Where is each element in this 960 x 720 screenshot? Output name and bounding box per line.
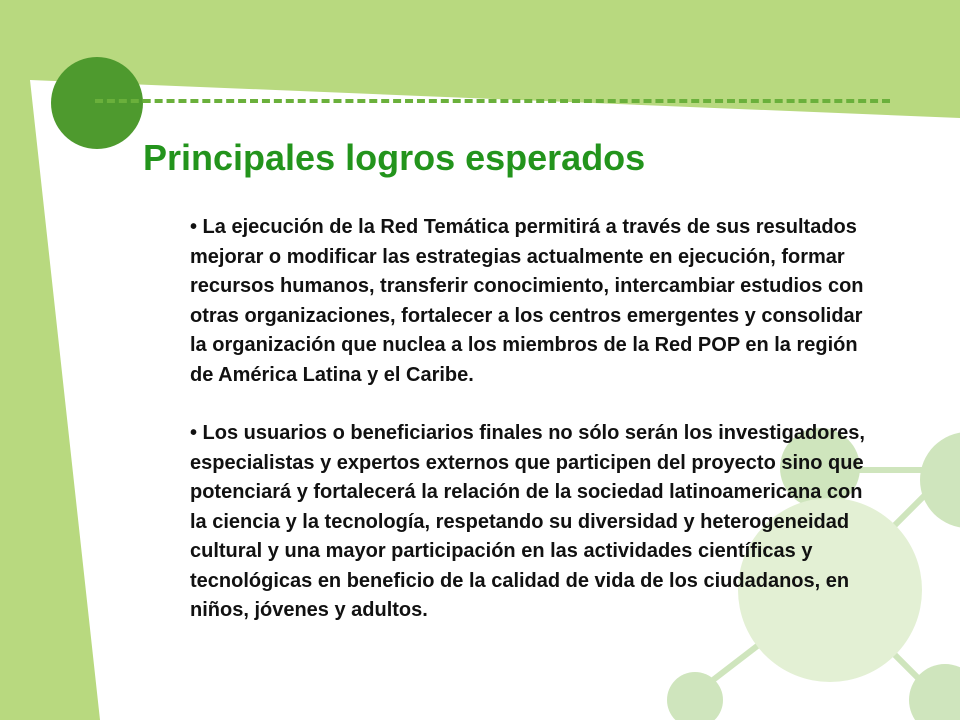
- bullet-paragraph-1: • La ejecución de la Red Temática permitirá a través de sus resultados mejorar o modificar las estrategias actualmente en ejecución, formar recursos humanos, transferir conocimiento, intercambiar estudios con otras organizaciones, fortalecer a los centros emergentes y consolidar la organización que nuclea a los miembros de la Red POP en la región de América Latina y el Caribe.: [190, 216, 864, 386]
- dashed-divider: [95, 99, 890, 103]
- slide-body: [190, 213, 880, 655]
- slide-title: Principales logros esperados: [143, 137, 646, 178]
- bullet-paragraph-2: • Los usuarios o beneficiarios finales no sólo serán los investigadores, especialistas y expertos externos que participen del proyecto sino que potenciará y fortalecerá la relación de la sociedad latinoamericana con la ciencia y la tecnología, respetando su diversidad y heterogeneidad cultural y una mayor participación en las actividades científicas y tecnológicas en beneficio de la calidad de vida de los ciudadanos, en niños, jóvenes y adultos.: [190, 422, 865, 621]
- accent-circle: [51, 57, 143, 149]
